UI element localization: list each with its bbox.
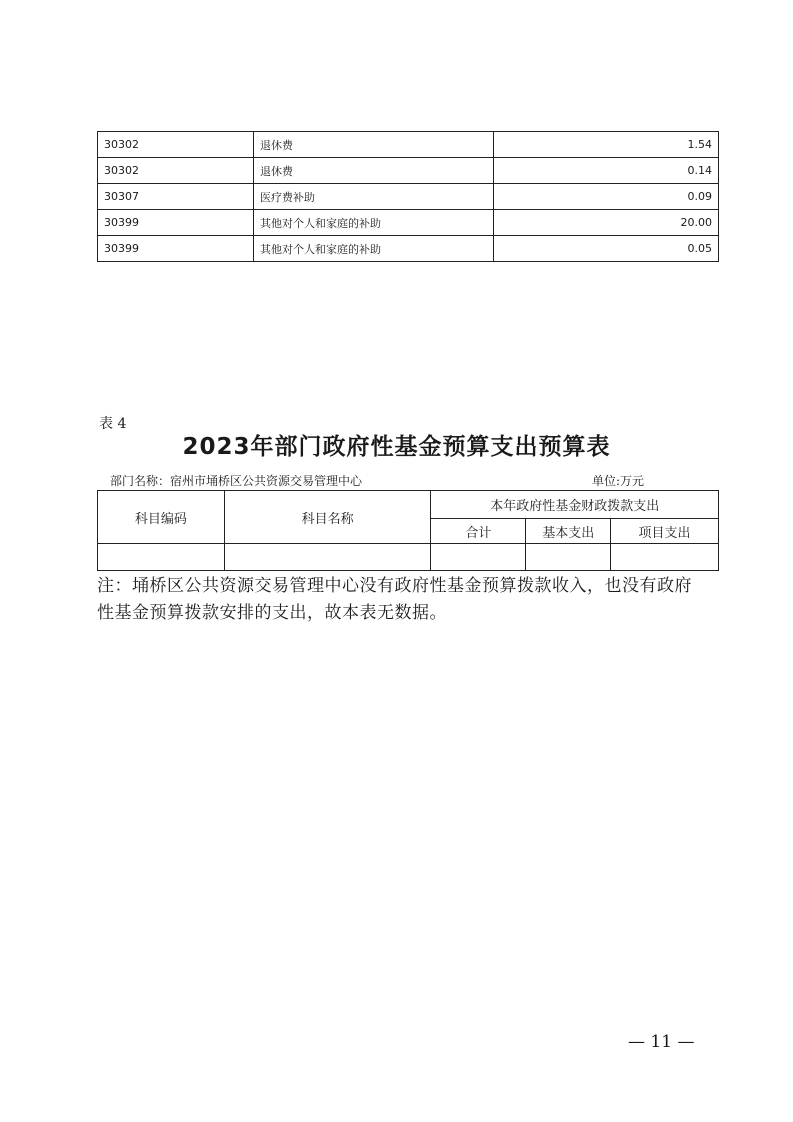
cell-amount: 1.54 [494, 132, 719, 158]
cell-amount: 0.14 [494, 158, 719, 184]
page-number: — 11 — [628, 1032, 695, 1052]
cell-code: 30399 [98, 210, 254, 236]
empty-cell [611, 544, 719, 571]
continuation-table-body [98, 132, 719, 262]
table-row [98, 544, 719, 571]
header-total: 合计 [431, 519, 526, 544]
table-row [98, 184, 719, 210]
table-note: 注：埇桥区公共资源交易管理中心没有政府性基金预算拨款收入，也没有政府性基金预算拨款安排的支出，故本表无数据。 [97, 576, 692, 623]
empty-cell [526, 544, 611, 571]
unit-line: 单位:万元 [592, 474, 645, 488]
header-subject-code: 科目编码 [98, 491, 225, 544]
cell-amount: 0.05 [494, 236, 719, 262]
cell-code: 30302 [98, 158, 254, 184]
table-row [98, 132, 719, 158]
cell-name: 其他对个人和家庭的补助 [254, 210, 494, 236]
table-row [98, 236, 719, 262]
department-line: 部门名称：宿州市埇桥区公共资源交易管理中心 [110, 474, 363, 488]
header-row [98, 491, 719, 519]
fund-table-header [98, 491, 719, 544]
empty-cell [224, 544, 431, 571]
fund-expenditure-table [97, 490, 719, 571]
fund-table-body [98, 544, 719, 571]
cell-amount: 20.00 [494, 210, 719, 236]
cell-code: 30399 [98, 236, 254, 262]
cell-name: 退休费 [254, 132, 494, 158]
header-basic: 基本支出 [526, 519, 611, 544]
continuation-table [97, 131, 719, 262]
cell-code: 30307 [98, 184, 254, 210]
empty-cell [98, 544, 225, 571]
table-title: 2023年部门政府性基金预算支出预算表 [182, 434, 611, 460]
header-project: 项目支出 [611, 519, 719, 544]
header-group: 本年政府性基金财政拨款支出 [431, 491, 719, 519]
header-subject-name: 科目名称 [224, 491, 431, 544]
table-number-label: 表 4 [99, 416, 127, 432]
cell-name: 医疗费补助 [254, 184, 494, 210]
cell-code: 30302 [98, 132, 254, 158]
table-row [98, 158, 719, 184]
cell-name: 退休费 [254, 158, 494, 184]
table-row [98, 210, 719, 236]
empty-cell [431, 544, 526, 571]
cell-name: 其他对个人和家庭的补助 [254, 236, 494, 262]
cell-amount: 0.09 [494, 184, 719, 210]
